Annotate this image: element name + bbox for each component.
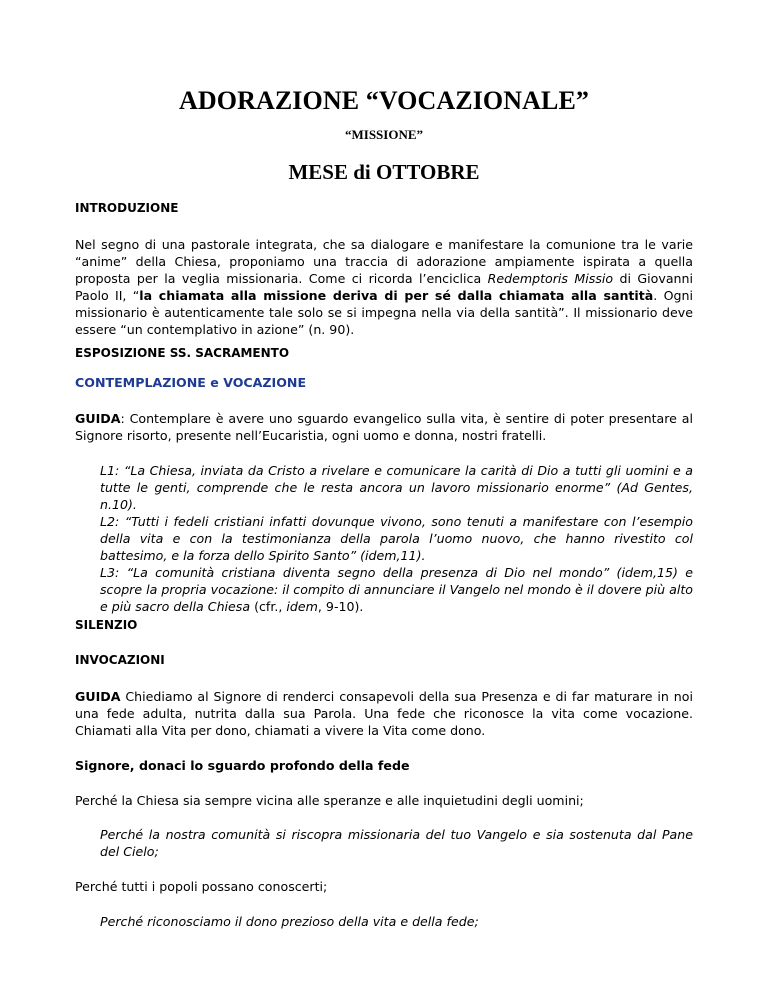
intro-text-3: . Ogni missionario è autenticamente tale solo se si impegna nella via della santità”. Il missionario deve essere “un contemplativo in azione” (n. 90). — [75, 288, 693, 337]
esposizione-heading: ESPOSIZIONE SS. SACRAMENTO — [75, 346, 290, 360]
lettura-l3-ref-b: , 9-10). — [317, 599, 364, 614]
intro-heading: INTRODUZIONE — [75, 201, 179, 215]
guida-text-2: Chiediamo al Signore di renderci consapevoli della sua Presenza e di far maturare in noi una fede adulta, nutrita dalla sua Parola. Una fede che riconosce la vita come vocazione. Chiamati alla Vita per dono, chiamati a vivere la Vita come dono. — [75, 689, 693, 738]
invocazione-3: Perché tutti i popoli possano conoscerti; — [75, 879, 328, 894]
lettura-l3-text: L3: “La comunità cristiana diventa segno della presenza di Dio nel mondo” (idem,15) e scopre la propria vocazione: il compito di annunciare il Vangelo nel mondo è il dovere più alto e più sacro della Chiesa — [100, 565, 693, 614]
ritornello: Signore, donaci lo sguardo profondo della fede — [75, 758, 410, 773]
invocazione-4: Perché riconosciamo il dono prezioso della vita e della fede; — [100, 914, 479, 929]
guida-text-1: : Contemplare è avere uno sguardo evangelico sulla vita, è sentire di poter presentare al Signore risorto, presente nell’Eucaristia, ogni uomo e donna, nostri fratelli. — [75, 411, 693, 443]
lettura-l3-ref-a: (cfr., — [250, 599, 287, 614]
lettura-l2: L2: “Tutti i fedeli cristiani infatti dovunque vivono, sono tenuti a manifestare con l’esempio della vita e con la testimonianza della parola l’uomo nuovo, che hanno rivestito col battesimo, e la forza dello Spirito Santo” (idem,11). — [100, 514, 693, 563]
contemplazione-heading: CONTEMPLAZIONE e VOCAZIONE — [75, 375, 307, 390]
lettura-l3-ref-idem: idem — [286, 599, 318, 614]
month-heading: MESE di OTTOBRE — [288, 160, 480, 184]
lettura-l1: L1: “La Chiesa, inviata da Cristo a rivelare e comunicare la carità di Dio a tutti gli uomini e a tutte le genti, comprende che le resta ancora un lavoro missionario enorme” (Ad Gentes, n.10). — [100, 463, 693, 512]
lettura-l3 — [100, 564, 693, 615]
silenzio-heading: SILENZIO — [75, 618, 138, 632]
intro-text-2: di Giovanni Paolo II, “ — [75, 271, 694, 303]
intro-paragraph — [75, 236, 693, 338]
intro-bold-quote: la chiamata alla missione deriva di per sé dalla chiamata alla santità — [139, 288, 654, 303]
intro-italic-title: Redemptoris Missio — [487, 271, 614, 286]
invocazione-1: Perché la Chiesa sia sempre vicina alle speranze e alle inquietudini degli uomini; — [75, 793, 584, 808]
guida-label-2: GUIDA — [75, 689, 121, 704]
invocazione-2: Perché la nostra comunità si riscopra missionaria del tuo Vangelo e sia sostenuta dal Pane del Cielo; — [100, 827, 693, 859]
guida-label-1: GUIDA — [75, 411, 121, 426]
intro-text-1: Nel segno di una pastorale integrata, che sa dialogare e manifestare la comunione tra le varie “anime” della Chiesa, proponiamo una traccia di adorazione ampiamente ispirata a quella proposta per la veglia missionaria. Come ci ricorda l’enciclica — [75, 237, 693, 286]
invocazioni-heading: INVOCAZIONI — [75, 653, 165, 667]
guida-paragraph-1 — [75, 410, 693, 444]
document-title: ADORAZIONE “VOCAZIONALE” — [179, 86, 589, 115]
guida-paragraph-2 — [75, 688, 693, 739]
letture-block — [100, 462, 693, 615]
document-subtitle: “MISSIONE” — [344, 127, 424, 142]
